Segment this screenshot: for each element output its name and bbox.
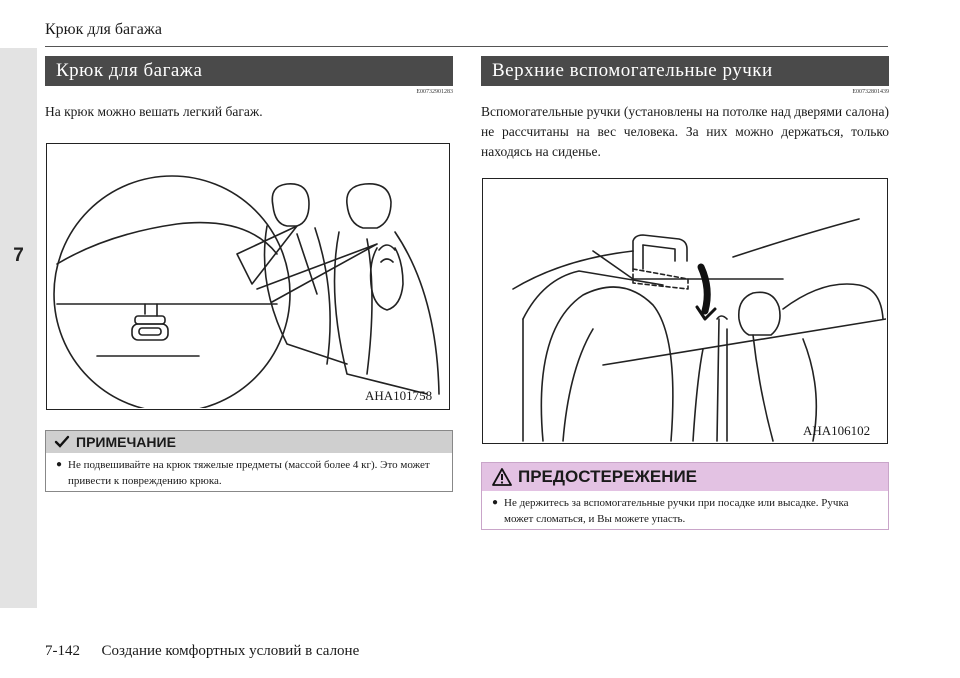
note-item — [46, 453, 452, 495]
figure-assist-grip — [482, 178, 888, 444]
footer-section-name: Создание комфортных условий в салоне — [101, 643, 360, 659]
figure-label: AHA101758 — [365, 388, 433, 403]
figure-luggage-hook — [46, 143, 450, 410]
warning-item — [482, 491, 888, 533]
bullet-icon: ● — [492, 497, 499, 508]
figure-label: AHA106102 — [803, 423, 871, 438]
note-text: Не подвешивайте на крюк тяжелые предметы (массой более 4 кг). Это может привести к повреждению крюка. — [68, 459, 430, 487]
warning-triangle-icon — [492, 468, 512, 486]
note-box — [45, 430, 453, 492]
page-footer — [45, 643, 359, 660]
section-title-luggage-hook: Крюк для багажа — [45, 56, 453, 86]
warning-text: Не держитесь за вспомогательные ручки при посадке или высадке. Ручка может сломаться, и Вы можете упасть. — [504, 497, 849, 525]
running-title: Крюк для багажа — [45, 21, 162, 38]
chapter-side-tab — [0, 48, 37, 608]
luggage-hook-illustration — [47, 144, 448, 408]
page-number: 7-142 — [45, 643, 80, 659]
section-code: E00732901283 — [416, 89, 453, 95]
note-title: ПРИМЕЧАНИЕ — [76, 434, 176, 450]
body-text-luggage-hook: На крюк можно вешать легкий багаж. — [45, 104, 263, 119]
checkmark-icon — [54, 435, 70, 449]
warning-box — [481, 462, 889, 530]
header-rule — [45, 46, 888, 47]
section-title-assist-grips: Верхние вспомогательные ручки — [481, 56, 889, 86]
assist-grip-illustration — [483, 179, 886, 442]
warning-title: ПРЕДОСТЕРЕЖЕНИЕ — [518, 467, 698, 486]
section-code: E00732801439 — [852, 89, 889, 95]
warning-header — [482, 463, 888, 491]
bullet-icon: ● — [56, 459, 63, 470]
note-header — [46, 431, 452, 453]
chapter-number: 7 — [13, 245, 24, 266]
body-text-assist-grips: Вспомогательные ручки (установлены на потолке над дверями салона) не рассчитаны на вес человека. За них можно держаться, только находясь на сиденье. — [481, 104, 889, 159]
